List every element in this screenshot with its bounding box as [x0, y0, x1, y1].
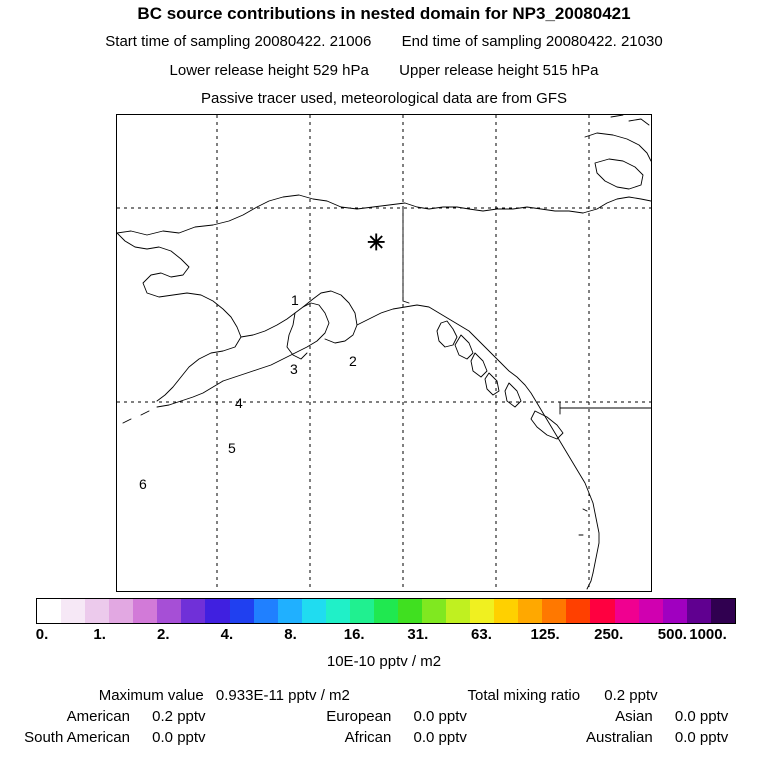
map-region-labels: [139, 292, 357, 492]
colorbar-swatch: [494, 599, 518, 623]
map-canvas: [117, 115, 651, 591]
statistics-block: [0, 685, 768, 748]
stats-row-continents-1: [0, 706, 768, 727]
colorbar-swatch: [302, 599, 326, 623]
colorbar-swatch: [181, 599, 205, 623]
colorbar-swatch: [374, 599, 398, 623]
colorbar-tick-label: 63.: [471, 626, 492, 643]
map-region-label: 2: [349, 353, 357, 369]
colorbar-tick-label: 2.: [157, 626, 170, 643]
colorbar: [36, 598, 736, 624]
colorbar-swatch: [205, 599, 229, 623]
region-value-south-american: 0.0 pptv: [152, 729, 206, 746]
map-region-label: 3: [290, 361, 298, 377]
colorbar-tick-label: 16.: [343, 626, 365, 643]
colorbar-tick-label: 4.: [220, 626, 234, 643]
page-title: BC source contributions in nested domain for NP3_20080421: [137, 4, 631, 23]
colorbar-swatch: [422, 599, 446, 623]
end-time-label: End time of sampling 20080422. 21030: [401, 33, 663, 50]
colorbar-swatch: [85, 599, 109, 623]
colorbar-swatch: [133, 599, 157, 623]
max-value: 0.933E-11 pptv / m2: [215, 687, 350, 704]
region-name-african: African: [344, 729, 392, 746]
colorbar-swatch: [446, 599, 470, 623]
region-value-australian: 0.0 pptv: [674, 729, 729, 746]
colorbar-swatch: [398, 599, 422, 623]
region-value-european: 0.0 pptv: [413, 708, 467, 725]
colorbar-swatch: [326, 599, 350, 623]
region-name-american: American: [66, 708, 130, 725]
region-value-american: 0.2 pptv: [152, 708, 206, 725]
tracer-note: Passive tracer used, meteorological data are from GFS: [201, 90, 567, 107]
map-region-label: 1: [291, 292, 299, 308]
map-region-label: 6: [139, 476, 147, 492]
colorbar-swatch: [687, 599, 711, 623]
colorbar-swatch: [566, 599, 590, 623]
start-time-label: Start time of sampling 20080422. 21006: [105, 33, 372, 50]
colorbar-tick-label: 125.: [530, 626, 560, 643]
colorbar-tick-label: 31.: [407, 626, 429, 643]
colorbar-tick-labels: [0, 626, 768, 646]
release-point-marker: ✳: [367, 230, 386, 255]
region-value-asian: 0.0 pptv: [674, 708, 729, 725]
colorbar-swatch: [230, 599, 254, 623]
colorbar-tick-label: 8.: [284, 626, 297, 643]
map-region-label: 5: [228, 440, 236, 456]
region-name-european: European: [326, 708, 392, 725]
colorbar-tick-label: 1.: [93, 626, 106, 643]
colorbar-swatch: [470, 599, 494, 623]
colorbar-tick-label: 1000.: [689, 626, 727, 643]
colorbar-swatch: [157, 599, 181, 623]
region-name-asian: Asian: [615, 708, 653, 725]
colorbar-swatch: [663, 599, 687, 623]
stats-row-maximum: [0, 685, 768, 706]
colorbar-swatch: [518, 599, 542, 623]
coastline-paths: [117, 115, 651, 589]
colorbar-swatch: [542, 599, 566, 623]
colorbar-swatch: [61, 599, 85, 623]
max-value-label: Maximum value: [98, 687, 204, 704]
region-name-australian: Australian: [585, 729, 653, 746]
release-heights-line: [0, 62, 768, 79]
colorbar-swatch: [278, 599, 302, 623]
colorbar-swatch: [254, 599, 278, 623]
map-gridlines: [117, 115, 651, 591]
colorbar-swatch: [350, 599, 374, 623]
colorbar-swatch: [711, 599, 735, 623]
colorbar-tick-label: 500.: [657, 626, 687, 643]
map-panel: [116, 114, 652, 592]
colorbar-swatch: [109, 599, 133, 623]
colorbar-swatch: [639, 599, 663, 623]
map-region-label: 4: [235, 395, 243, 411]
region-name-south-american: South American: [24, 729, 130, 746]
region-value-african: 0.0 pptv: [413, 729, 467, 746]
colorbar-unit-label: 10E-10 pptv / m2: [326, 653, 442, 670]
colorbar-tick-label: 0.: [35, 626, 49, 643]
colorbar-tick-label: 250.: [594, 626, 624, 643]
sampling-times-line: [0, 33, 768, 50]
lower-release-label: Lower release height 529 hPa: [169, 62, 369, 79]
colorbar-swatch: [615, 599, 639, 623]
stats-row-continents-2: [0, 727, 768, 748]
total-mixing-ratio-value: 0.2 pptv: [604, 687, 658, 704]
upper-release-label: Upper release height 515 hPa: [399, 62, 599, 79]
colorbar-swatch: [37, 599, 61, 623]
colorbar-swatch: [590, 599, 614, 623]
total-mixing-ratio-label: Total mixing ratio: [467, 687, 581, 704]
